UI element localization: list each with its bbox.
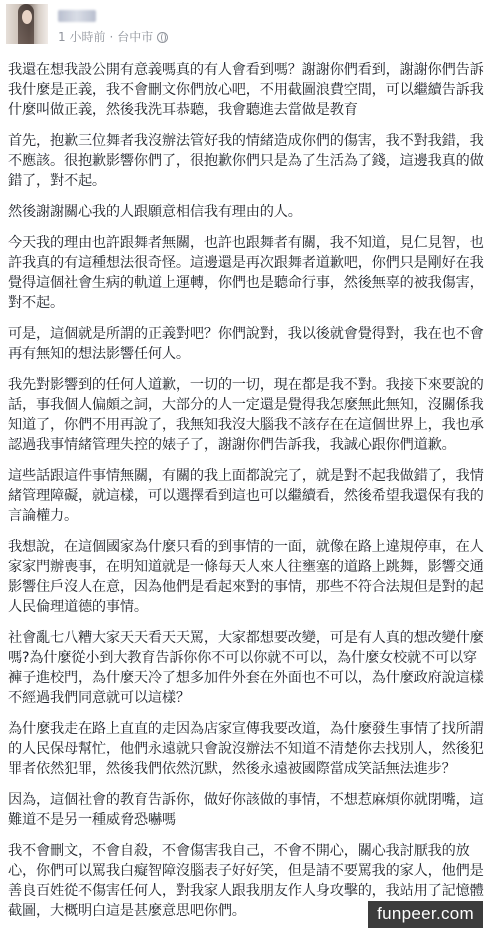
- post-paragraph: 因為，這個社會的教育告訴你，做好你該做的事情，不想惹麻煩你就閉嘴，這難道不是另一種威脅恐嚇嗎: [8, 792, 484, 828]
- post-body: [8, 60, 484, 932]
- post-paragraph: 社會亂七八糟大家天天看天天罵，大家都想要改變，可是有人真的想改變什麼嗎?為什麼從小到大教育告訴你你不可以你就不可以，為什麼女校就不可以穿褲子進校門，為什麼天冷了想多加件外套在外面也不可以，為什麼政府說這樣不經過我們同意就可以這樣？: [8, 630, 484, 706]
- post-location[interactable]: 台中市: [117, 30, 154, 44]
- post-time[interactable]: 1 小時前: [58, 30, 106, 44]
- globe-icon[interactable]: [157, 32, 168, 43]
- post-paragraph: 然後謝謝關心我的人跟願意相信我有理由的人。: [8, 204, 302, 220]
- post-header: [0, 0, 491, 52]
- meta-separator: ·: [109, 29, 114, 44]
- avatar-face: [22, 10, 32, 24]
- post-paragraph: 今天我的理由也許跟舞者無關，也許也跟舞者有關，我不知道，見仁見智，也許我真的有這種想法很奇怪。這邊還是再次跟舞者道歉吧，你們只是剛好在我覺得這個社會生病的軌道上運轉，你們也是聽命行事，然後無辜的被我傷害，對不起。: [8, 235, 484, 311]
- post-paragraph: 我還在想我設公開有意義嗎真的有人會看到嗎？謝謝你們看到，謝謝你們告訴我什麼是正義，我不會刪文你們放心吧，不用截圖浪費空間，可以繼續告訴我什麼叫做正義，然後我洗耳恭聽，我會聽進去當做是教育: [8, 62, 484, 118]
- post-paragraph: 為什麼我走在路上直直的走因為店家宣傳我要改道，為什麼發生事情了找所謂的人民保母幫忙，他們永遠就只會說沒辦法不知道不清楚你去找別人，然後犯罪者依然犯罪，然後我們依然沉默，然後永遠被國際當成笑話無法進步？: [8, 721, 484, 777]
- post-paragraph: 我想說，在這個國家為什麼只看的到事情的一面，就像在路上違規停車，在人家家門辦喪事，在明知道就是一條每天人來人往壅塞的道路上跳舞，影響交通影響住戶沒人在意，因為他們是看起來對的事情，那些不符合法規但是對的起人民倫理道德的事情。: [8, 539, 484, 615]
- post-paragraph: 我先對影響到的任何人道歉，一切的一切，現在都是我不對。我接下來要說的話，事我個人偏頗之詞，大部分的人一定還是覺得我怎麼無此無知，沒關係我知道了，你們不用再說了，我無知我沒大腦我不該存在在這個世界上，我也承認過我事情緒管理失控的婊子了，謝謝你們告訴我，我誠心跟你們道歉。: [8, 377, 484, 453]
- author-name-blurred[interactable]: [58, 10, 96, 22]
- post-meta: [58, 28, 168, 45]
- avatar[interactable]: [6, 4, 48, 44]
- watermark: funpeer.com: [368, 901, 483, 928]
- post-paragraph: 首先，抱歉三位舞者我沒辦法管好我的情緒造成你們的傷害，我不對我錯，我不應該。很抱歉影響你們了，很抱歉你們只是為了生活為了錢，這邊我真的做錯了，對不起。: [8, 133, 484, 189]
- post-paragraph: 我不會刪文，不會自殺，不會傷害我自己，不會不開心，關心我討厭我的放心，你們可以罵我白癡智障沒腦表子好好笑，但是請不要罵我的家人，他們是善良百姓從不傷害任何人，對我家人跟我朋友作人身攻擊的，我站用了記憶體截圖，大概明白這是甚麼意思吧你們。: [8, 843, 484, 919]
- post-paragraph: 可是，這個就是所謂的正義對吧？你們說對，我以後就會覺得對，我在也不會再有無知的想法影響任何人。: [8, 326, 484, 362]
- post-paragraph: 這些話跟這件事情無關，有關的我上面都說完了，就是對不起我做錯了，我情緒管理障礙，就這樣，可以選擇看到這也可以繼續看，然後希望我還保有我的言論權力。: [8, 468, 484, 524]
